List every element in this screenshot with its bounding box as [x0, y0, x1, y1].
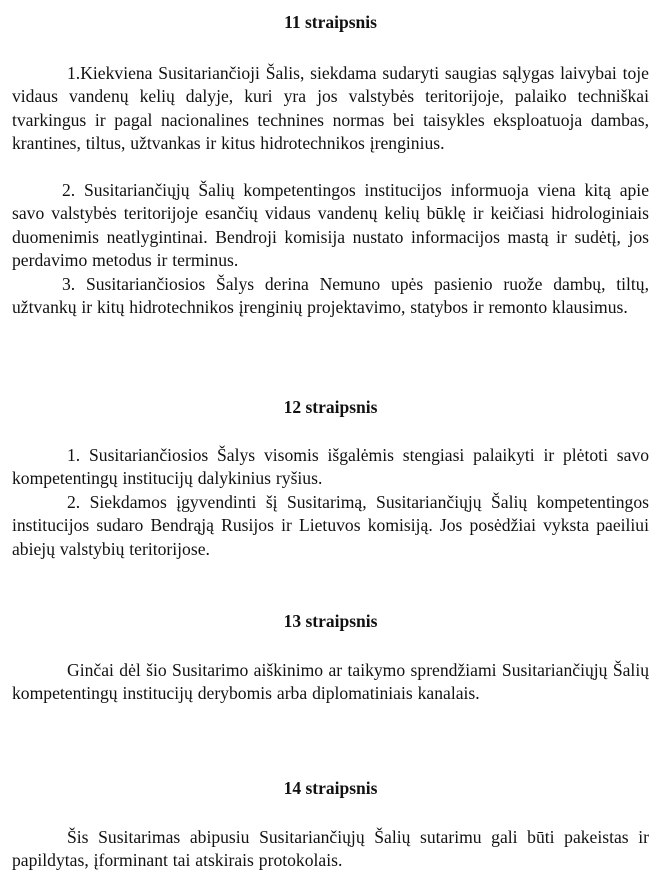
article-14-paragraph-1: Šis Susitarimas abipusiu Susitariančiųjų Šalių sutarimu gali būti pakeistas ir papildytas, įforminant tai atskirais protokolais.	[12, 827, 649, 871]
article-11-paragraph-1: 1.Kiekviena Susitariančioji Šalis, siekdama sudaryti saugias sąlygas laivybai toje vidaus vandenų kelių dalyje, kuri yra jos valstybės teritorijoje, palaiko techniškai tvarkingus ir pagal nacionalines technines normas bei taisykles eksploatuoja dambas, krantines, tiltus, užtvankas ir kitus hidrotechnikos įrenginius.	[12, 63, 649, 154]
article-14-title: 14 straipsnis	[283, 778, 378, 798]
article-12-paragraph-1: 1. Susitariančiosios Šalys visomis išgalėmis stengiasi palaikyti ir plėtoti savo kompetentingų institucijų dalykinius ryšius.	[12, 445, 649, 489]
article-11-paragraph-2: 2. Susitariančiųjų Šalių kompetentingos institucijos informuoja viena kitą apie savo valstybės teritorijoje esančių vidaus vandenų kelių būklę ir keičiasi hidrologiniais duomenimis neatlygintinai. Bendroji komisija nustato informacijos mastą ir sudėtį, jos perdavimo metodus ir terminus.	[12, 180, 649, 271]
article-12-title: 12 straipsnis	[283, 397, 378, 417]
article-13-paragraph-1: Ginčai dėl šio Susitarimo aiškinimo ar taikymo sprendžiami Susitariančiųjų Šalių kompetentingų institucijų derybomis arba diplomatiniais kanalais.	[12, 660, 649, 704]
article-12-paragraph-2: 2. Siekdamos įgyvendinti šį Susitarimą, Susitariančiųjų Šalių kompetentingos institucijos sudaro Bendrąją Rusijos ir Lietuvos komisiją. Jos posėdžiai vyksta paeiliui abiejų valstybių teritorijose.	[12, 492, 649, 559]
article-13-title: 13 straipsnis	[283, 611, 378, 631]
article-11-paragraph-3: 3. Susitariančiosios Šalys derina Nemuno upės pasienio ruože dambų, tiltų, užtvankų ir kitų hidrotechnikos įrenginių projektavimo, statybos ir remonto klausimus.	[12, 274, 649, 318]
article-11-title: 11 straipsnis	[284, 12, 377, 32]
